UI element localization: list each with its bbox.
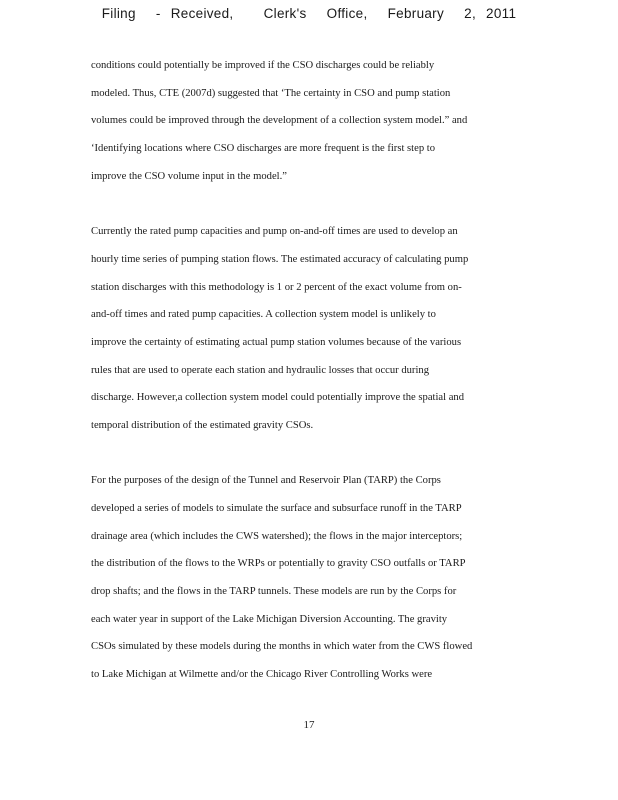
- text-line: drop shafts; and the flows in the TARP tunnels. These models are run by the Corps for: [91, 586, 457, 598]
- filing-header: Filing - Received, Clerk's Office, February 2, 2011: [101, 6, 517, 21]
- paragraph-1: [91, 57, 521, 195]
- text-line: improve the certainty of estimating actual pump station volumes because of the various: [91, 336, 462, 348]
- text-line: rules that are used to operate each station and hydraulic losses that occur during: [91, 364, 430, 376]
- page-number: 17: [303, 719, 315, 731]
- text-line: to Lake Michigan at Wilmette and/or the Chicago River Controlling Works were: [91, 669, 433, 681]
- text-line: discharge. However,a collection system model could potentially improve the spatial and: [91, 392, 464, 404]
- text-line: station discharges with this methodology is 1 or 2 percent of the exact volume from on-: [91, 281, 462, 293]
- text-line: drainage area (which includes the CWS watershed); the flows in the major interceptors;: [91, 530, 463, 542]
- paragraph-gap: [91, 195, 521, 223]
- text-line: hourly time series of pumping station flows. The estimated accuracy of calculating pump: [91, 253, 469, 265]
- text-line: conditions could potentially be improved if the CSO discharges could be reliably: [91, 60, 435, 71]
- paragraph-3: [91, 472, 521, 694]
- text-line: the distribution of the flows to the WRPs or potentially to gravity CSO outfalls or TARP: [91, 558, 466, 570]
- text-line: Currently the rated pump capacities and pump on-and-off times are used to develop an: [91, 226, 458, 238]
- text-line: each water year in support of the Lake Michigan Diversion Accounting. The gravity: [91, 613, 448, 625]
- text-line: volumes could be improved through the development of a collection system model.” and: [91, 115, 468, 127]
- paragraph-gap: [91, 445, 521, 473]
- document-body: [91, 57, 521, 694]
- text-line: CSOs simulated by these models during the months in which water from the CWS flowed: [91, 641, 473, 653]
- text-line: and-off times and rated pump capacities. A collection system model is unlikely to: [91, 309, 436, 321]
- paragraph-2: [91, 223, 521, 445]
- text-line: For the purposes of the design of the Tunnel and Reservoir Plan (TARP) the Corps: [91, 475, 441, 487]
- text-line: modeled. Thus, CTE (2007d) suggested that ‘The certainty in CSO and pump station: [91, 87, 451, 99]
- text-line: temporal distribution of the estimated gravity CSOs.: [91, 419, 314, 431]
- text-line: developed a series of models to simulate the surface and subsurface runoff in the TARP: [91, 503, 462, 514]
- text-line: ‘Identifying locations where CSO discharges are more frequent is the first step to: [91, 143, 436, 155]
- text-line: improve the CSO volume input in the model.”: [91, 170, 287, 182]
